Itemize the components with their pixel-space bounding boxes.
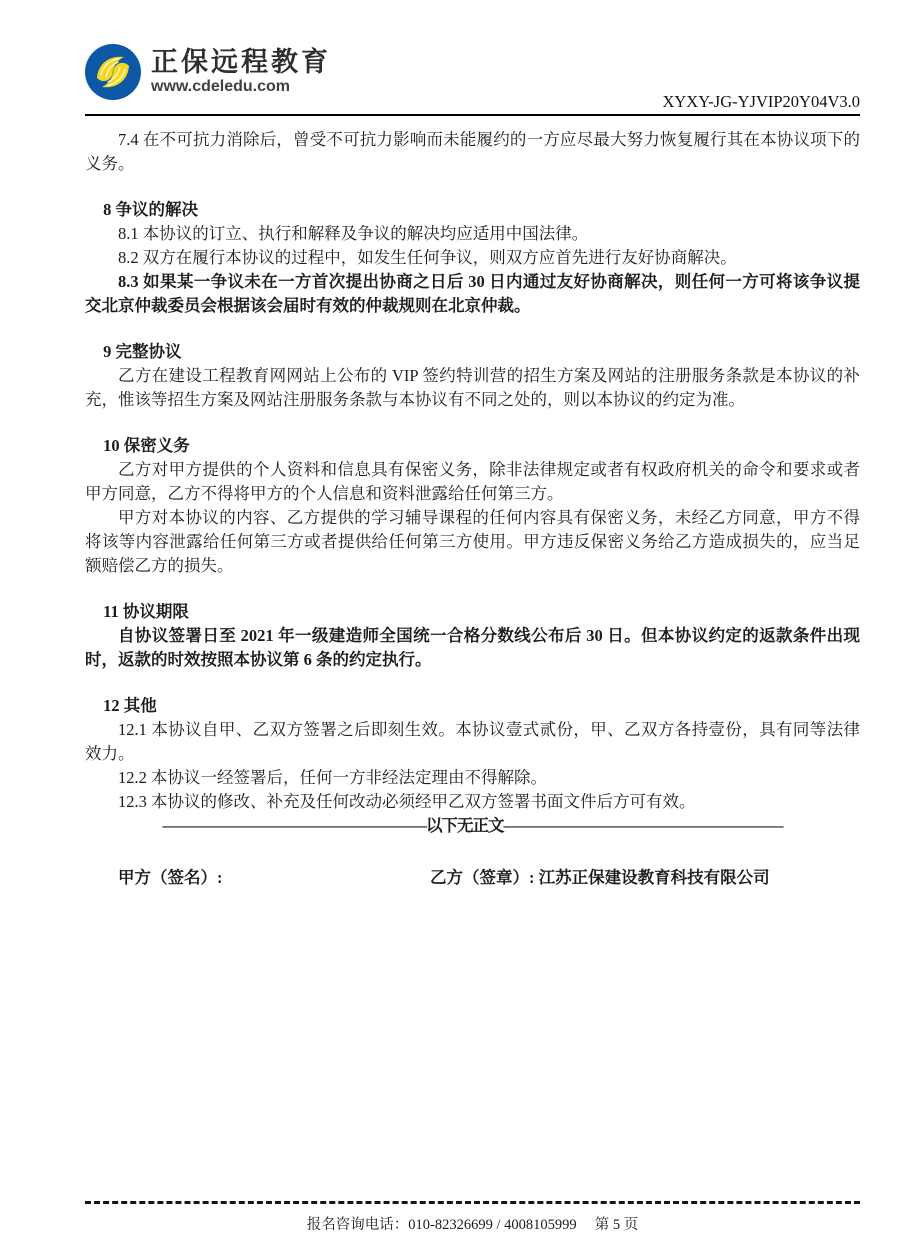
- clause-11: 自协议签署日至 2021 年一级建造师全国统一合格分数线公布后 30 日。但本协议约定的返款条件出现时，返款的时效按照本协议第 6 条的约定执行。: [85, 626, 860, 669]
- section-10-heading: 10 保密义务: [103, 436, 190, 455]
- clause-9: 乙方在建设工程教育网网站上公布的 VIP 签约特训营的招生方案及网站的注册服务条款是本协议的补充，惟该等招生方案及网站注册服务条款与本协议有不同之处的，则以本协议的约定为准。: [85, 366, 860, 409]
- brand-name: 正保远程教育: [151, 47, 331, 77]
- document-code: XYXY-JG-YJVIP20Y04V3.0: [662, 92, 860, 111]
- clause-7-4: 7.4 在不可抗力消除后，曾受不可抗力影响而未能履约的一方应尽最大努力恢复履行其在本协议项下的义务。: [85, 130, 860, 173]
- clause-10-1: 乙方对甲方提供的个人资料和信息具有保密义务，除非法律规定或者有权政府机关的命令和要求或者甲方同意，乙方不得将甲方的个人信息和资料泄露给任何第三方。: [85, 460, 860, 503]
- no-further-text-marker: —————————————————以下无正文——————————————————: [162, 816, 783, 835]
- page-header: [85, 44, 860, 114]
- clause-10-2: 甲方对本协议的内容、乙方提供的学习辅导课程的任何内容具有保密义务，未经乙方同意，甲方不得将该等内容泄露给任何第三方或者提供给任何第三方使用。甲方违反保密义务给乙方造成损失的，应当足额赔偿乙方的损失。: [85, 508, 860, 575]
- section-8-heading: 8 争议的解决: [103, 200, 199, 219]
- party-b-signature-label: 乙方（签章）: 江苏正保建设教育科技有限公司: [430, 868, 770, 887]
- page-footer: [85, 1201, 860, 1234]
- clause-12-2: 12.2 本协议一经签署后，任何一方非经法定理由不得解除。: [118, 768, 547, 787]
- clause-8-2: 8.2 双方在履行本协议的过程中，如发生任何争议，则双方应首先进行友好协商解决。: [118, 248, 737, 267]
- header-divider: [85, 114, 860, 116]
- footer-contact-and-page: 报名咨询电话：010-82326699 / 4008105999 第 5 页: [306, 1217, 639, 1233]
- cdeledu-logo-icon: [85, 44, 141, 100]
- section-12-heading: 12 其他: [103, 696, 157, 715]
- clause-8-3: 8.3 如果某一争议未在一方首次提出协商之日后 30 日内通过友好协商解决，则任何一方可将该争议提交北京仲裁委员会根据该会届时有效的仲裁规则在北京仲裁。: [85, 272, 860, 315]
- clause-8-1: 8.1 本协议的订立、执行和解释及争议的解决均应适用中国法律。: [118, 224, 589, 243]
- clause-12-1: 12.1 本协议自甲、乙双方签署之后即刻生效。本协议壹式贰份，甲、乙双方各持壹份，具有同等法律效力。: [85, 720, 860, 763]
- signature-row: [85, 866, 860, 890]
- brand-text: [151, 47, 331, 97]
- footer-divider: [85, 1201, 860, 1204]
- section-11-heading: 11 协议期限: [103, 602, 189, 621]
- section-9-heading: 9 完整协议: [103, 342, 182, 361]
- clause-12-3: 12.3 本协议的修改、补充及任何改动必须经甲乙双方签署书面文件后方可有效。: [118, 792, 696, 811]
- contract-body: [85, 128, 860, 890]
- party-a-signature-label: 甲方（签名）:: [118, 868, 223, 887]
- brand-url: www.cdeledu.com: [151, 78, 290, 95]
